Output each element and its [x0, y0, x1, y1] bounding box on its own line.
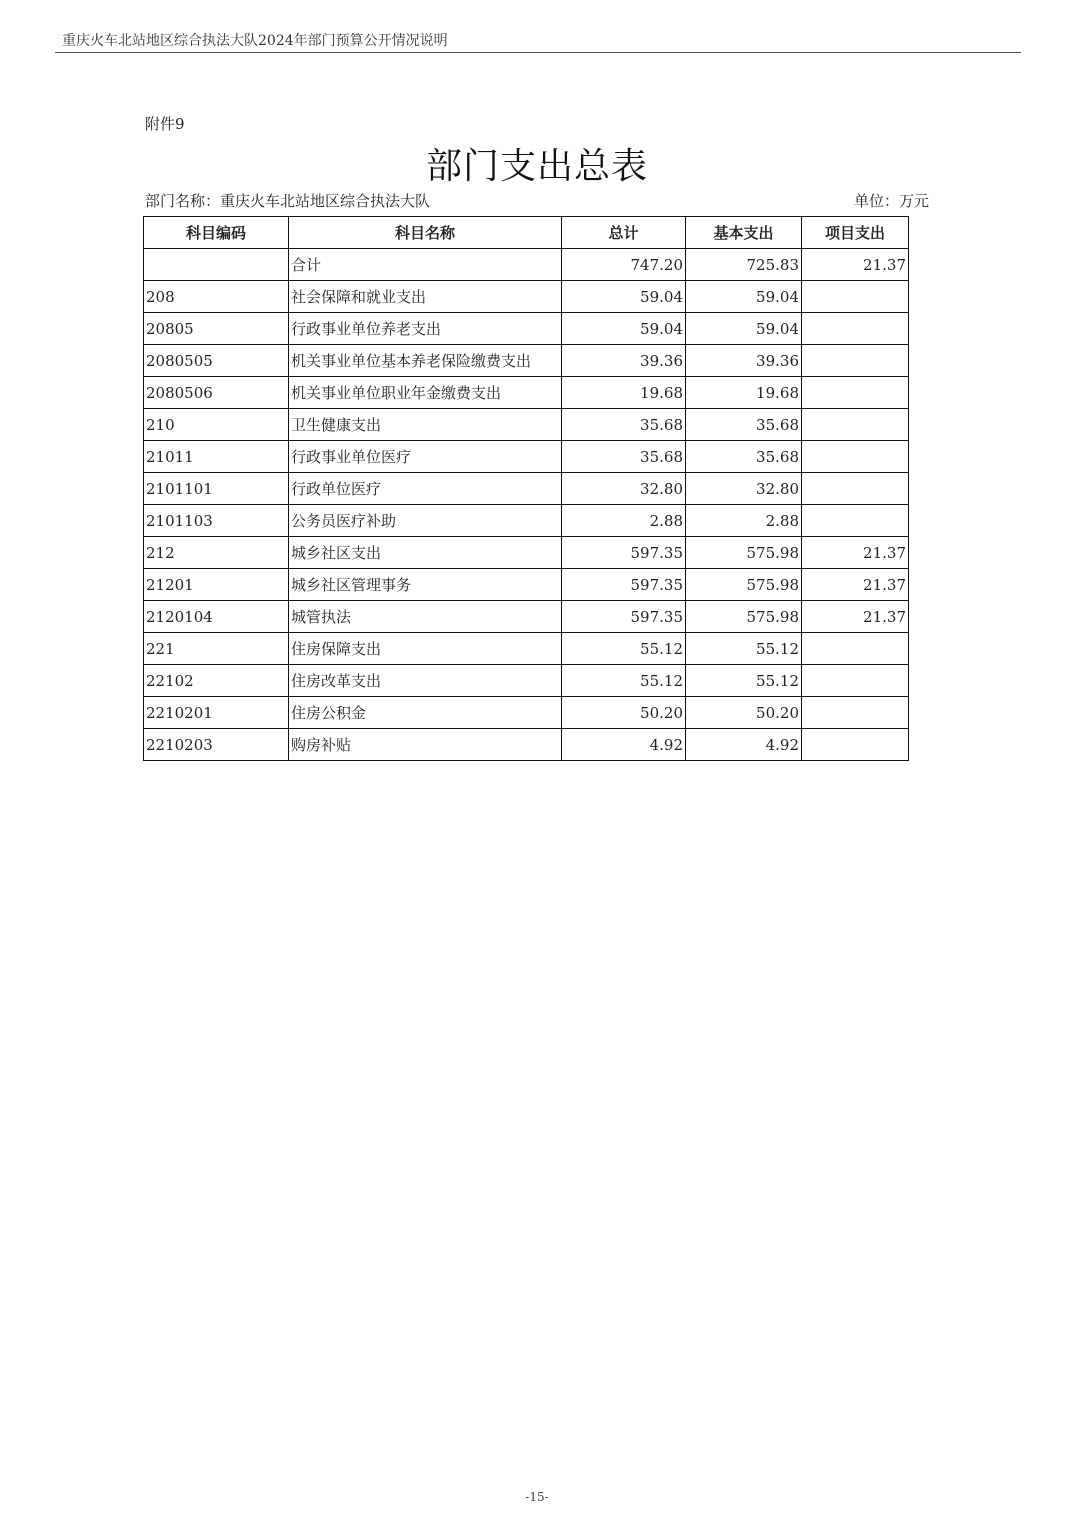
cell-name: 行政事业单位医疗	[289, 441, 562, 473]
cell-total: 4.92	[562, 729, 686, 761]
cell-code: 212	[144, 537, 289, 569]
table-row	[144, 313, 909, 345]
expenditure-table	[143, 216, 909, 761]
cell-project	[802, 665, 909, 697]
table-row	[144, 345, 909, 377]
table-row	[144, 569, 909, 601]
table-row	[144, 409, 909, 441]
cell-name: 购房补贴	[289, 729, 562, 761]
cell-basic: 59.04	[686, 313, 802, 345]
cell-code: 22102	[144, 665, 289, 697]
header-basic: 基本支出	[686, 217, 802, 249]
cell-name: 住房改革支出	[289, 665, 562, 697]
cell-name: 机关事业单位职业年金缴费支出	[289, 377, 562, 409]
cell-code: 2080505	[144, 345, 289, 377]
table-row	[144, 473, 909, 505]
cell-basic: 32.80	[686, 473, 802, 505]
header-divider	[55, 52, 1021, 53]
page-number: -15-	[525, 1490, 549, 1504]
header-name: 科目名称	[289, 217, 562, 249]
cell-basic: 575.98	[686, 569, 802, 601]
table-row	[144, 249, 909, 281]
cell-project	[802, 505, 909, 537]
cell-basic: 575.98	[686, 601, 802, 633]
table-row	[144, 441, 909, 473]
cell-total: 39.36	[562, 345, 686, 377]
cell-total: 55.12	[562, 665, 686, 697]
cell-total: 59.04	[562, 313, 686, 345]
table-row	[144, 601, 909, 633]
cell-total: 597.35	[562, 569, 686, 601]
cell-name: 城乡社区管理事务	[289, 569, 562, 601]
cell-basic: 2.88	[686, 505, 802, 537]
header-project: 项目支出	[802, 217, 909, 249]
cell-basic: 55.12	[686, 665, 802, 697]
cell-project: 21.37	[802, 601, 909, 633]
cell-total: 597.35	[562, 601, 686, 633]
cell-code: 21201	[144, 569, 289, 601]
cell-name: 城管执法	[289, 601, 562, 633]
cell-basic: 35.68	[686, 441, 802, 473]
cell-total: 55.12	[562, 633, 686, 665]
cell-total: 19.68	[562, 377, 686, 409]
cell-project	[802, 281, 909, 313]
cell-project	[802, 313, 909, 345]
cell-name: 机关事业单位基本养老保险缴费支出	[289, 345, 562, 377]
cell-total: 59.04	[562, 281, 686, 313]
cell-basic: 59.04	[686, 281, 802, 313]
cell-code	[144, 249, 289, 281]
cell-total: 597.35	[562, 537, 686, 569]
cell-name: 卫生健康支出	[289, 409, 562, 441]
cell-basic: 575.98	[686, 537, 802, 569]
cell-total: 35.68	[562, 409, 686, 441]
cell-code: 2120104	[144, 601, 289, 633]
table-row	[144, 537, 909, 569]
cell-project	[802, 377, 909, 409]
cell-name: 社会保障和就业支出	[289, 281, 562, 313]
cell-code: 210	[144, 409, 289, 441]
cell-basic: 725.83	[686, 249, 802, 281]
cell-total: 747.20	[562, 249, 686, 281]
attachment-label: 附件9	[145, 115, 185, 133]
cell-name: 城乡社区支出	[289, 537, 562, 569]
cell-project	[802, 473, 909, 505]
cell-project	[802, 345, 909, 377]
cell-name: 合计	[289, 249, 562, 281]
cell-project	[802, 409, 909, 441]
unit-label: 单位：万元	[853, 192, 929, 210]
page-title: 部门支出总表	[425, 146, 648, 187]
cell-basic: 50.20	[686, 697, 802, 729]
department-name: 部门名称：重庆火车北站地区综合执法大队	[145, 192, 431, 210]
cell-basic: 4.92	[686, 729, 802, 761]
table-row	[144, 665, 909, 697]
table-row	[144, 697, 909, 729]
cell-project	[802, 729, 909, 761]
cell-code: 20805	[144, 313, 289, 345]
table-row	[144, 729, 909, 761]
cell-name: 公务员医疗补助	[289, 505, 562, 537]
table-row	[144, 281, 909, 313]
cell-project: 21.37	[802, 537, 909, 569]
cell-total: 2.88	[562, 505, 686, 537]
cell-basic: 35.68	[686, 409, 802, 441]
cell-basic: 55.12	[686, 633, 802, 665]
cell-total: 32.80	[562, 473, 686, 505]
header-code: 科目编码	[144, 217, 289, 249]
cell-code: 2101101	[144, 473, 289, 505]
cell-project	[802, 441, 909, 473]
cell-code: 221	[144, 633, 289, 665]
running-header: 重庆火车北站地区综合执法大队2024年部门预算公开情况说明	[62, 33, 448, 49]
cell-name: 住房公积金	[289, 697, 562, 729]
header-total: 总计	[562, 217, 686, 249]
cell-code: 2101103	[144, 505, 289, 537]
cell-name: 行政单位医疗	[289, 473, 562, 505]
cell-project	[802, 633, 909, 665]
cell-code: 2210201	[144, 697, 289, 729]
cell-project: 21.37	[802, 249, 909, 281]
table-row	[144, 505, 909, 537]
cell-name: 行政事业单位养老支出	[289, 313, 562, 345]
cell-basic: 19.68	[686, 377, 802, 409]
cell-code: 2210203	[144, 729, 289, 761]
table-body	[144, 249, 909, 761]
cell-name: 住房保障支出	[289, 633, 562, 665]
cell-code: 2080506	[144, 377, 289, 409]
cell-basic: 39.36	[686, 345, 802, 377]
cell-project	[802, 697, 909, 729]
cell-total: 35.68	[562, 441, 686, 473]
cell-code: 21011	[144, 441, 289, 473]
cell-code: 208	[144, 281, 289, 313]
cell-total: 50.20	[562, 697, 686, 729]
table-row	[144, 633, 909, 665]
table-row	[144, 377, 909, 409]
cell-project: 21.37	[802, 569, 909, 601]
table-header-row	[144, 217, 909, 249]
